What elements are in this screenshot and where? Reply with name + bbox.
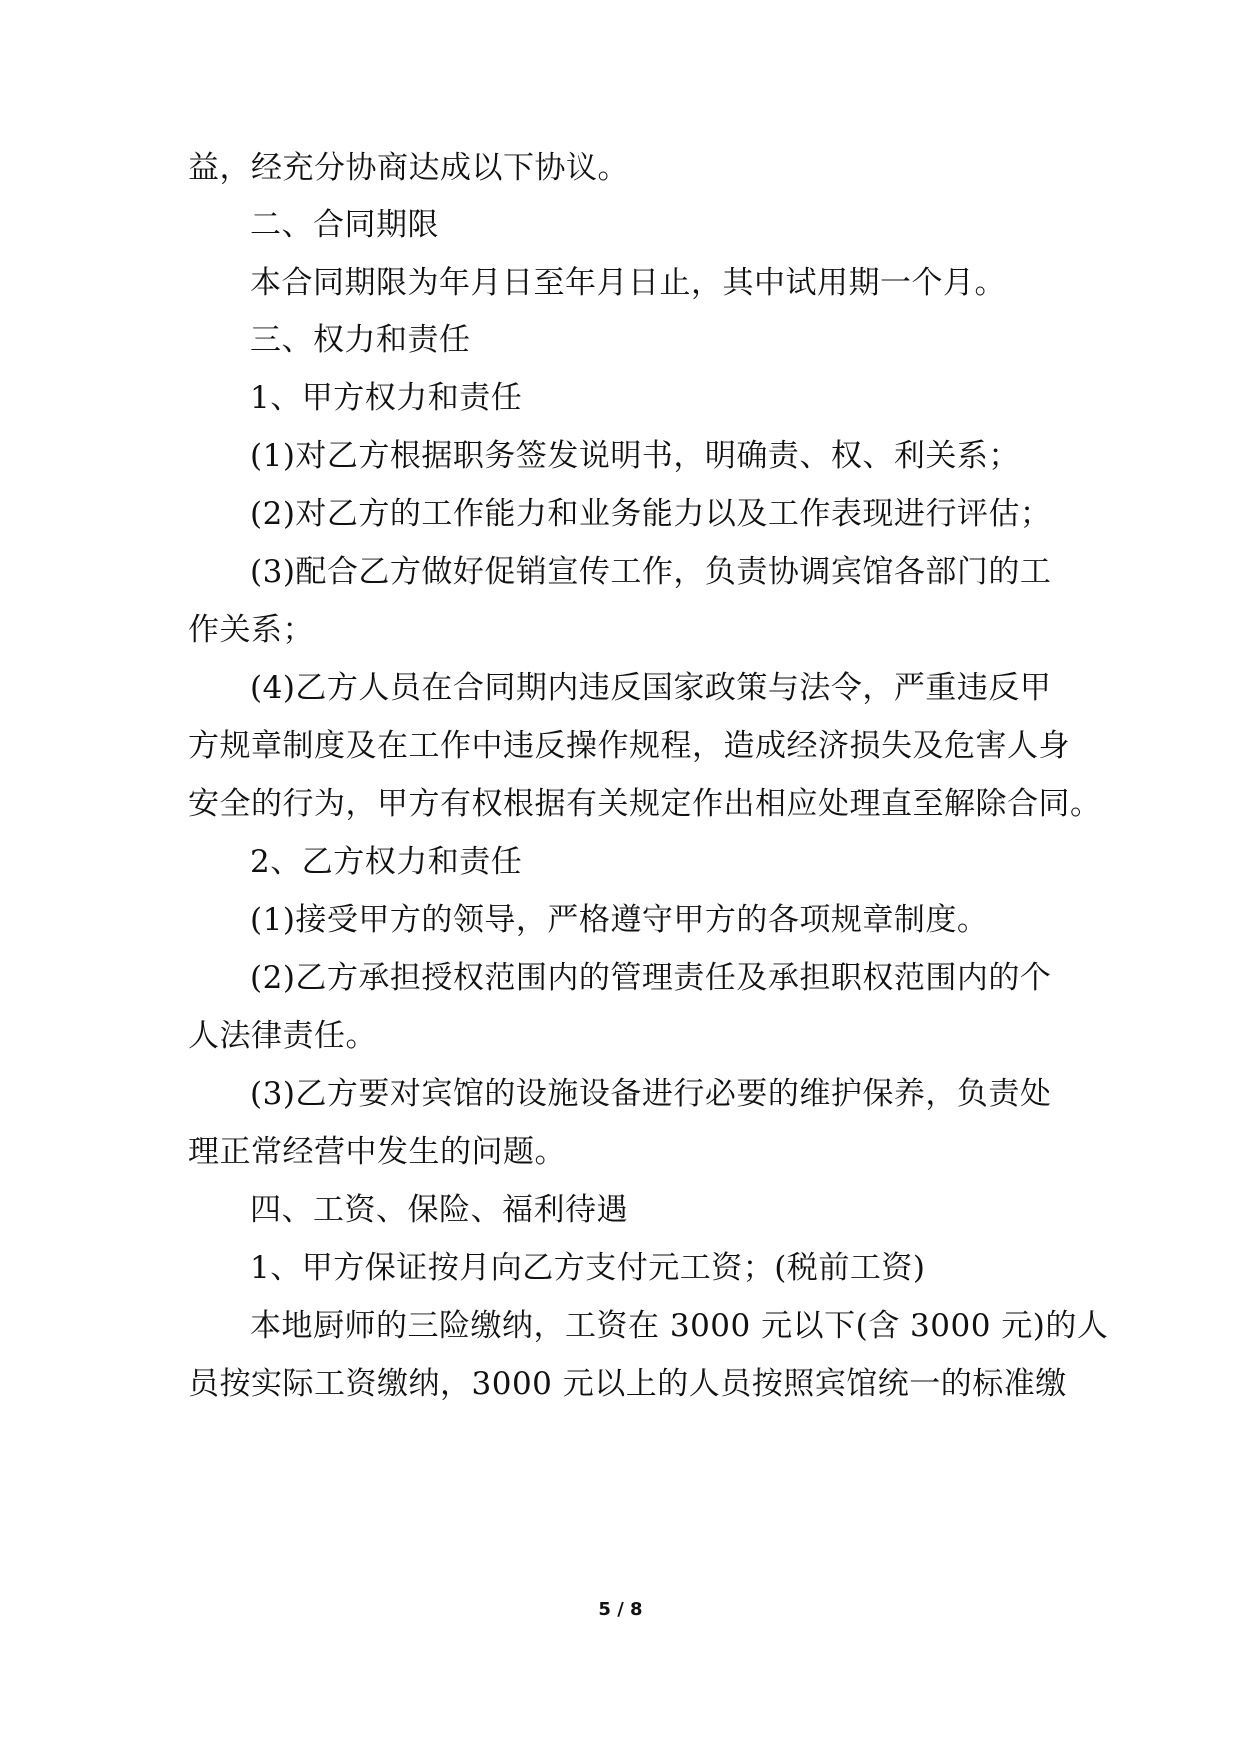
section-heading: 四、工资、保险、福利待遇 xyxy=(250,1192,628,1228)
paragraph-line: 作关系； xyxy=(188,612,314,648)
list-item: (2)对乙方的工作能力和业务能力以及工作表现进行评估； xyxy=(250,496,1052,532)
list-item: 1、甲方保证按月向乙方支付元工资；(税前工资) xyxy=(250,1250,926,1286)
page-number: 5 / 8 xyxy=(598,1599,643,1620)
paragraph-line: 益，经充分协商达成以下协议。 xyxy=(188,150,629,186)
paragraph-line: 理正常经营中发生的问题。 xyxy=(188,1134,566,1170)
subsection-heading: 2、乙方权力和责任 xyxy=(250,844,523,880)
list-item: (4)乙方人员在合同期内违反国家政策与法令，严重违反甲 xyxy=(250,670,1052,706)
list-item: (1)对乙方根据职务签发说明书，明确责、权、利关系； xyxy=(250,438,1020,474)
section-heading: 二、合同期限 xyxy=(250,207,439,243)
list-item: (1)接受甲方的领导，严格遵守甲方的各项规章制度。 xyxy=(250,902,989,938)
list-item: (3)乙方要对宾馆的设施设备进行必要的维护保养，负责处 xyxy=(250,1076,1052,1112)
section-heading: 三、权力和责任 xyxy=(250,322,471,358)
paragraph-line: 方规章制度及在工作中违反操作规程，造成经济损失及危害人身 xyxy=(188,728,1070,764)
paragraph-line: 员按实际工资缴纳，3000 元以上的人员按照宾馆统一的标准缴 xyxy=(188,1366,1067,1402)
paragraph-line: 人法律责任。 xyxy=(188,1018,377,1054)
subsection-heading: 1、甲方权力和责任 xyxy=(250,380,523,416)
paragraph-line: 本合同期限为年月日至年月日止，其中试用期一个月。 xyxy=(250,265,1006,301)
paragraph-line: 本地厨师的三险缴纳，工资在 3000 元以下(含 3000 元)的人 xyxy=(250,1308,1109,1344)
list-item: (3)配合乙方做好促销宣传工作，负责协调宾馆各部门的工 xyxy=(250,554,1052,590)
list-item: (2)乙方承担授权范围内的管理责任及承担职权范围内的个 xyxy=(250,960,1052,996)
paragraph-line: 安全的行为，甲方有权根据有关规定作出相应处理直至解除合同。 xyxy=(188,786,1102,822)
